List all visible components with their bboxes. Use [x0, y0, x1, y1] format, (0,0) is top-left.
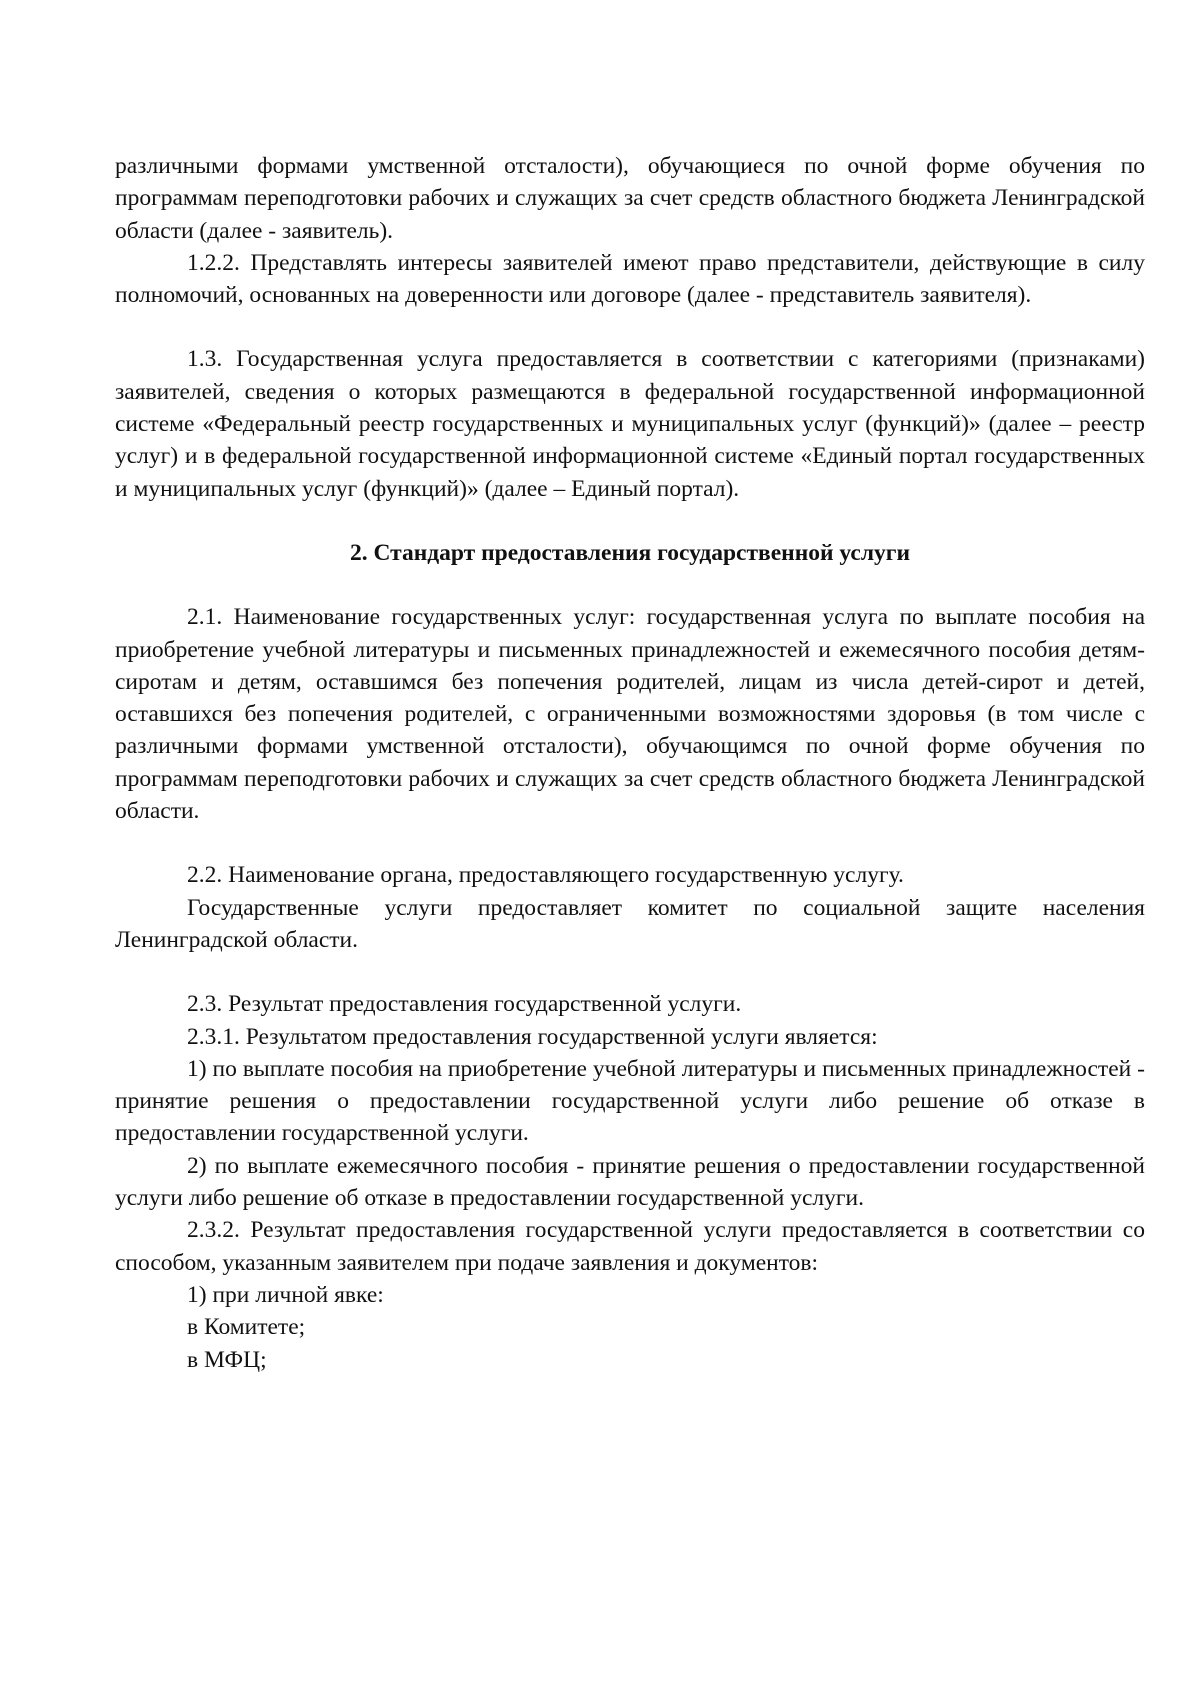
section-heading-2: 2. Стандарт предоставления государственной услуги	[349, 539, 911, 566]
paragraph-gap	[115, 505, 1145, 537]
paragraph-2-3: 2.3. Результат предоставления государственной услуги.	[187, 991, 742, 1018]
paragraph-gap	[115, 311, 1145, 343]
paragraph-gap	[115, 956, 1145, 988]
list-item-1: 1) по выплате пособия на приобретение учебной литературы и письменных принадлежностей - принятие решения о предоставлении государственной услуги либо решение об отказе в предоставлении государственной услуги.	[115, 1055, 1145, 1147]
paragraph-2-3-1: 2.3.1. Результатом предоставления государственной услуги является:	[187, 1023, 878, 1050]
list-item-personal-visit: 1) при личной явке:	[187, 1281, 384, 1308]
list-item-mfc: в МФЦ;	[187, 1346, 267, 1373]
document-body	[115, 150, 1145, 1376]
paragraph-gap	[115, 569, 1145, 601]
paragraph-2-1: 2.1. Наименование государственных услуг: государственная услуга по выплате пособия на приобретение учебной литературы и письменных принадлежностей и ежемесячного пособия детям-сиротам и детям, оставшимся без попечения родителей, лицам из числа детей-сирот и детей, оставшихся без попечения родителей, с ограниченными возможностями здоровья (в том числе с различными формами умственной отсталости), обучающимся по очной форме обучения по программам переподготовки рабочих и служащих за счет средств областного бюджета Ленинградской области.	[115, 604, 1145, 825]
list-item-2: 2) по выплате ежемесячного пособия - принятие решения о предоставлении государственной услуги либо решение об отказе в предоставлении государственной услуги.	[115, 1152, 1145, 1212]
paragraph-1-3: 1.3. Государственная услуга предоставляется в соответствии с категориями (признаками) заявителей, сведения о которых размещаются в федеральной государственной информационной системе «Федеральный реестр государственных и муниципальных услуг (функций)» (далее – реестр услуг) и в федеральной государственной информационной системе «Единый портал государственных и муниципальных услуг (функций)» (далее – Единый портал).	[115, 346, 1145, 502]
paragraph-2-3-2: 2.3.2. Результат предоставления государственной услуги предоставляется в соответствии со способом, указанным заявителем при подаче заявления и документов:	[115, 1217, 1145, 1276]
paragraph-gap	[115, 827, 1145, 859]
paragraph-2-2-body: Государственные услуги предоставляет комитет по социальной защите населения Ленинградской области.	[115, 894, 1145, 953]
paragraph-applicants-continued: различными формами умственной отсталости), обучающиеся по очной форме обучения по программам переподготовки рабочих и служащих за счет средств областного бюджета Ленинградской области (далее - заявитель).	[115, 153, 1145, 244]
list-item-committee: в Комитете;	[187, 1314, 306, 1341]
paragraph-2-2: 2.2. Наименование органа, предоставляющего государственную услугу.	[187, 862, 904, 889]
paragraph-1-2-2: 1.2.2. Представлять интересы заявителей имеют право представители, действующие в силу полномочий, основанных на доверенности или договоре (далее - представитель заявителя).	[115, 249, 1145, 309]
